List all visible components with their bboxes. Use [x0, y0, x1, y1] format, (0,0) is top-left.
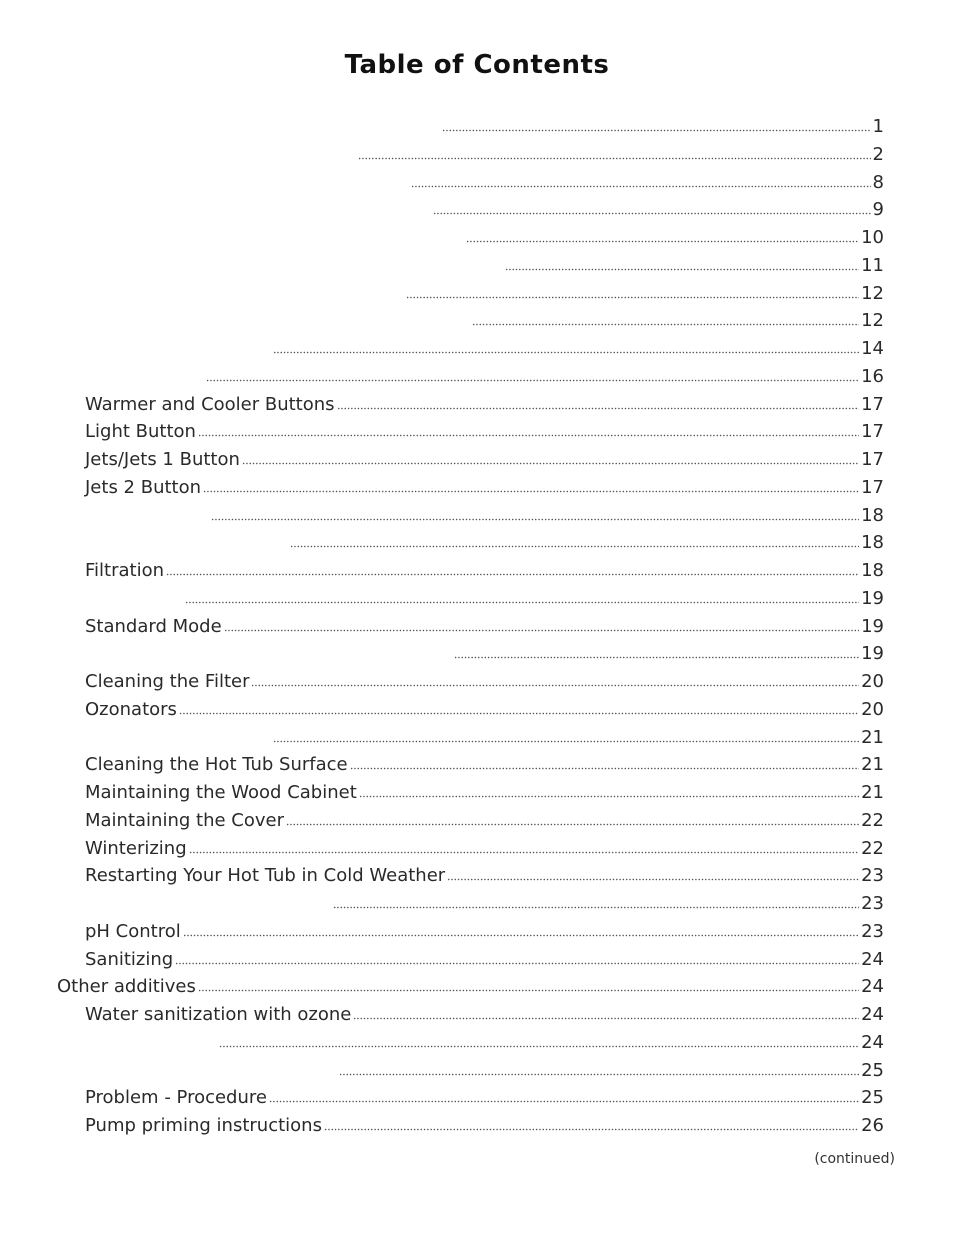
dot-leader	[406, 295, 859, 300]
toc-entry[interactable]	[356, 138, 884, 166]
toc-entry-page: 9	[872, 199, 884, 221]
toc-entry[interactable]	[85, 693, 884, 721]
toc-entry-page: 14	[861, 338, 884, 359]
toc-entry-page: 11	[861, 254, 884, 276]
dot-leader	[454, 655, 859, 660]
toc-entry-page: 12	[861, 310, 884, 332]
dot-leader	[183, 933, 859, 938]
dot-leader	[242, 461, 859, 466]
toc-entry-page: 19	[861, 643, 884, 665]
dot-leader	[189, 850, 859, 855]
toc-entry[interactable]	[404, 277, 884, 305]
toc-entry[interactable]	[464, 221, 884, 249]
dot-leader	[411, 184, 871, 189]
toc-entry[interactable]	[331, 887, 884, 915]
toc-entry[interactable]	[288, 526, 884, 554]
dot-leader	[286, 822, 859, 827]
toc-entry[interactable]	[503, 249, 884, 277]
toc-entry-page: 24	[861, 948, 884, 970]
dot-leader	[198, 433, 859, 438]
dot-leader	[433, 211, 871, 216]
dot-leader	[219, 1044, 859, 1049]
toc-entry-label: Pump priming instructions	[85, 1115, 322, 1136]
toc-entry-label: Warmer and Cooler Buttons	[85, 393, 335, 415]
toc-entry-label: Other additives	[57, 976, 196, 998]
toc-entry[interactable]	[85, 915, 884, 943]
toc-entry-page: 23	[861, 893, 884, 914]
toc-entry[interactable]	[85, 415, 884, 443]
toc-entry-page: 12	[861, 282, 884, 304]
toc-entry[interactable]	[85, 388, 884, 416]
dot-leader	[179, 711, 859, 716]
toc-entry[interactable]	[337, 1054, 884, 1082]
dot-leader	[185, 600, 859, 605]
toc-entry-page: 17	[861, 476, 884, 498]
dot-leader	[324, 1127, 859, 1132]
toc-entry-page: 17	[861, 393, 884, 415]
toc-entry[interactable]	[431, 193, 884, 221]
dot-leader	[166, 572, 859, 577]
toc-entry[interactable]	[85, 998, 884, 1026]
toc-entry-page: 24	[861, 1031, 884, 1053]
dot-leader	[211, 517, 859, 522]
toc-entry[interactable]	[85, 832, 884, 860]
toc-entry-page: 8	[872, 171, 884, 193]
toc-entry-label: Filtration	[85, 560, 165, 581]
toc-entry-label: pH Control	[85, 920, 181, 942]
dot-leader	[353, 1016, 859, 1021]
toc-entry[interactable]	[85, 776, 884, 804]
toc-entry-label: Problem - Procedure	[85, 1087, 267, 1109]
toc-entry-page: 18	[861, 504, 884, 526]
toc-entry[interactable]	[85, 610, 884, 638]
toc-entry[interactable]	[85, 554, 884, 582]
toc-entry-label: Sanitizing	[85, 948, 174, 970]
toc-entry[interactable]	[85, 1081, 884, 1109]
toc-entry-page: 23	[861, 920, 884, 942]
dot-leader	[447, 877, 859, 882]
toc-entry-label: Cleaning the Hot Tub Surface	[85, 754, 348, 776]
toc-entry[interactable]	[57, 970, 884, 998]
dot-leader	[337, 406, 860, 411]
toc-entry-page: 22	[861, 837, 884, 859]
toc-entry-page: 24	[861, 976, 884, 998]
toc-entry-page: 21	[861, 782, 884, 803]
toc-entry[interactable]	[85, 665, 884, 693]
dot-leader	[350, 766, 859, 771]
page-title: Table of Contents	[344, 50, 610, 80]
dot-leader	[505, 267, 859, 272]
toc-entry-label: Light Button	[85, 421, 196, 443]
dot-leader	[442, 128, 871, 133]
toc-entry-page: 20	[861, 671, 884, 692]
toc-entry[interactable]	[85, 443, 884, 471]
toc-entry-page: 10	[861, 227, 884, 248]
toc-entry[interactable]	[452, 637, 884, 665]
toc-entry[interactable]	[85, 859, 884, 887]
dot-leader	[339, 1072, 859, 1077]
toc-entry[interactable]	[85, 1109, 884, 1137]
dot-leader	[273, 739, 859, 744]
dot-leader	[273, 350, 859, 355]
dot-leader	[333, 905, 859, 910]
toc-entry-page: 20	[861, 698, 884, 720]
toc-entry[interactable]	[85, 943, 884, 971]
toc-entry-page: 26	[861, 1115, 884, 1136]
toc-entry-label: Jets 2 Button	[85, 476, 202, 498]
dot-leader	[224, 628, 859, 633]
dot-leader	[472, 322, 859, 327]
toc-entry-label: Water sanitization with ozone	[85, 1004, 352, 1025]
dot-leader	[269, 1099, 859, 1104]
dot-leader	[198, 988, 859, 993]
toc-entry-page: 24	[861, 1004, 884, 1025]
toc-entry-page: 18	[861, 532, 884, 554]
toc-entry-page: 23	[861, 865, 884, 887]
toc-entry-page: 16	[861, 365, 884, 387]
dot-leader	[206, 378, 859, 383]
toc-entry[interactable]	[85, 804, 884, 832]
toc-entry-page: 18	[861, 560, 884, 581]
dot-leader	[359, 794, 859, 799]
toc-entry-label: Restarting Your Hot Tub in Cold Weather	[85, 865, 446, 887]
toc-entry-page: 25	[861, 1087, 884, 1109]
toc-entry-page: 22	[861, 809, 884, 831]
toc-entry[interactable]	[470, 304, 884, 332]
toc-entry-label: Jets/Jets 1 Button	[85, 449, 240, 470]
toc-entry[interactable]	[209, 499, 884, 527]
dot-leader	[290, 544, 859, 549]
toc-entry[interactable]	[85, 471, 884, 499]
toc-entry-page: 17	[861, 421, 884, 443]
toc-entry[interactable]	[271, 721, 884, 749]
toc-entry-label: Maintaining the Wood Cabinet	[85, 782, 357, 803]
toc-entry-page: 1	[872, 116, 884, 137]
toc-entry-page: 2	[872, 143, 884, 165]
dot-leader	[466, 239, 859, 244]
toc-entry-label: Standard Mode	[85, 615, 222, 637]
dot-leader	[358, 156, 871, 161]
toc-entry-page: 21	[861, 726, 884, 748]
dot-leader	[175, 961, 859, 966]
toc-entry-page: 25	[861, 1059, 884, 1081]
toc-entry-label: Cleaning the Filter	[85, 671, 250, 692]
dot-leader	[203, 489, 859, 494]
toc-entry-page: 19	[861, 587, 884, 609]
toc-entry-page: 19	[861, 615, 884, 637]
toc-entry[interactable]	[271, 332, 884, 360]
toc-entry[interactable]	[183, 582, 884, 610]
toc-entry[interactable]	[217, 1026, 884, 1054]
toc-entry-label: Ozonators	[85, 698, 177, 720]
toc-entry-page: 21	[861, 754, 884, 776]
toc-entry[interactable]	[85, 748, 884, 776]
dot-leader	[251, 683, 859, 688]
toc-entry-page: 17	[861, 449, 884, 470]
toc-entry[interactable]	[440, 110, 884, 138]
toc-entry-label: Winterizing	[85, 837, 187, 859]
toc-entry-label: Maintaining the Cover	[85, 809, 284, 831]
toc-entry[interactable]	[409, 166, 884, 194]
continued-note: (continued)	[814, 1151, 895, 1167]
toc-entry[interactable]	[204, 360, 884, 388]
